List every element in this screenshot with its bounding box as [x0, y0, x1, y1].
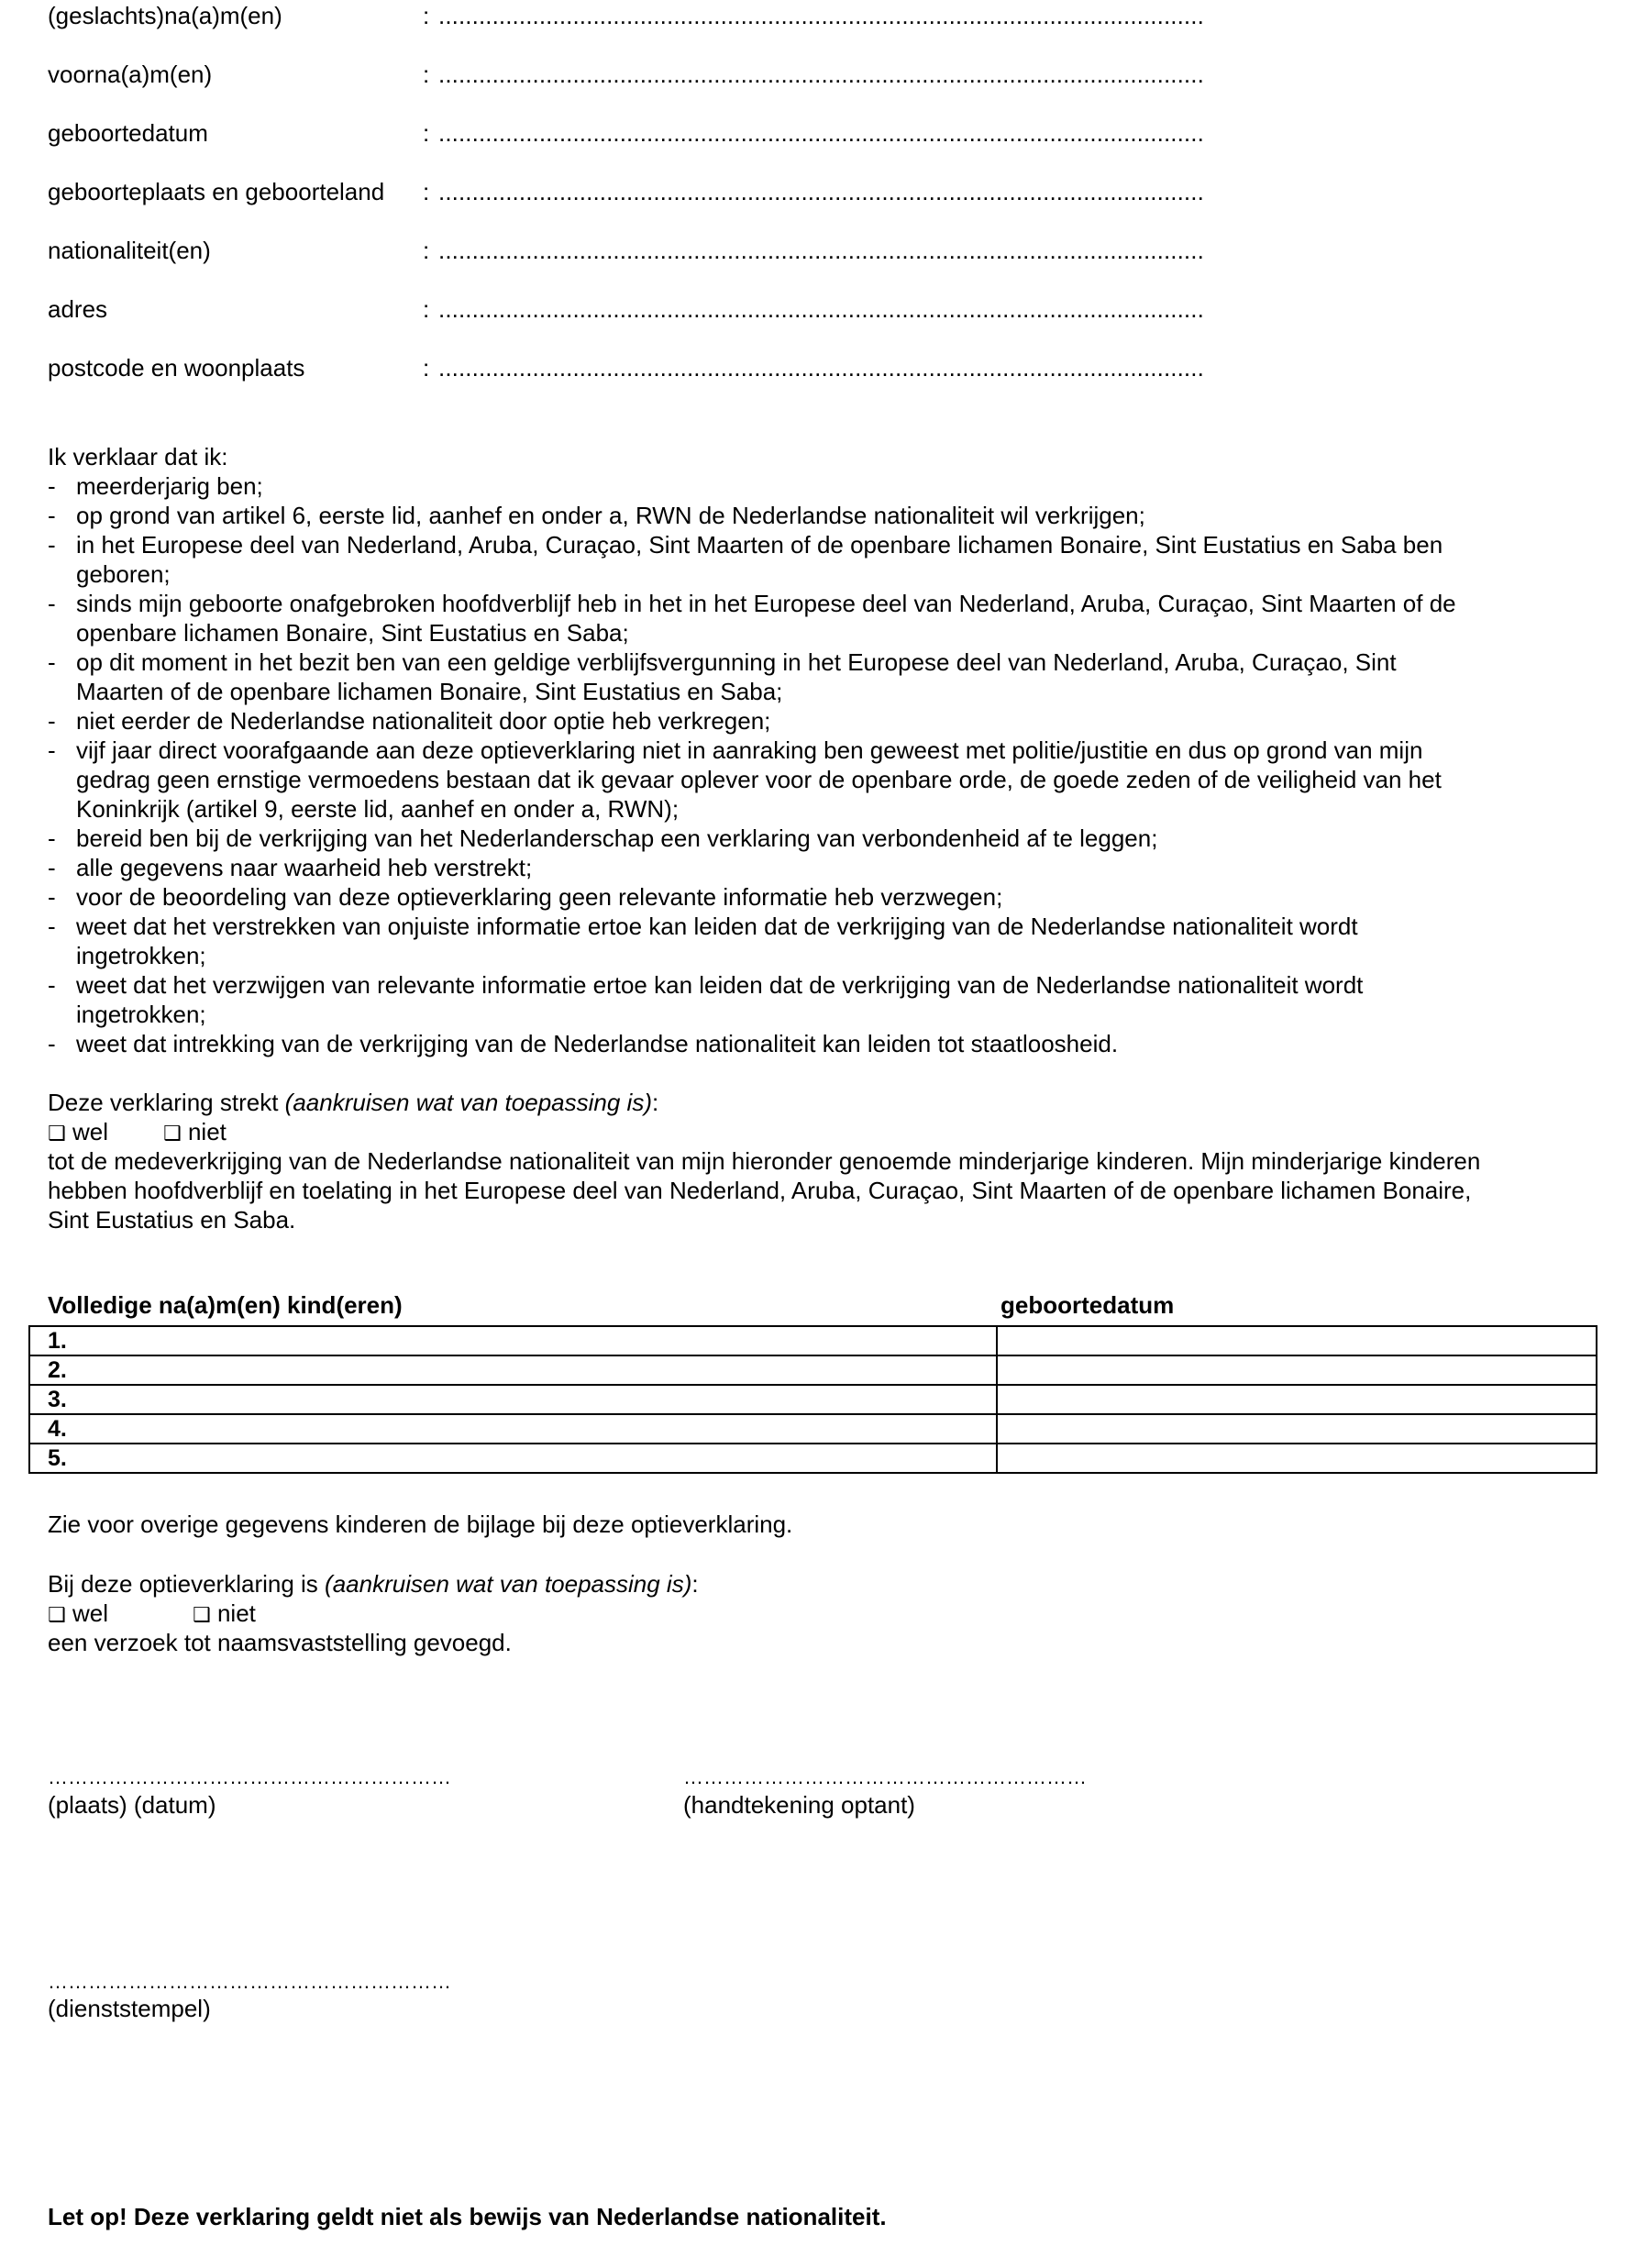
checkbox-name-niet[interactable]: ❑ niet — [193, 1599, 256, 1627]
birthdate-field[interactable]: .................................................................................................................. — [438, 119, 1204, 147]
checkbox-children-wel[interactable]: ❑ wel — [48, 1118, 108, 1145]
bullet-dash: - — [48, 854, 56, 881]
birthplace-field[interactable]: .................................................................................................................. — [438, 178, 1204, 205]
table-header-names: Volledige na(a)m(en) kind(eren) — [48, 1291, 403, 1319]
child-birthdate-cell[interactable] — [997, 1326, 1597, 1355]
child-birthdate-cell[interactable] — [997, 1444, 1597, 1473]
declaration-item: vijf jaar direct voorafgaande aan deze optieverklaring niet in aanraking ben geweest met politie/justitie en dus op grond van mijn — [76, 736, 1423, 764]
table-row — [29, 1385, 1597, 1414]
table-header-birthdate: geboortedatum — [1000, 1291, 1175, 1319]
child-name-cell[interactable]: 1. — [29, 1326, 997, 1355]
field-label-given-names: voorna(a)m(en) — [48, 61, 213, 88]
table-row — [29, 1414, 1597, 1444]
address-field[interactable]: .................................................................................................................. — [438, 295, 1204, 323]
bullet-dash: - — [48, 590, 56, 617]
field-label-postcode-city: postcode en woonplaats — [48, 354, 305, 382]
field-label-nationality: nationaliteit(en) — [48, 237, 211, 264]
bullet-dash: - — [48, 736, 56, 764]
declaration-item-cont: Maarten of de openbare lichamen Bonaire, Sint Eustatius en Saba; — [76, 678, 783, 705]
child-birthdate-cell[interactable] — [997, 1414, 1597, 1444]
table-row — [29, 1326, 1597, 1355]
checkbox-icon: ❑ — [48, 1604, 66, 1627]
place-date-label: (plaats) (datum) — [48, 1791, 216, 1819]
child-name-cell[interactable]: 4. — [29, 1414, 997, 1444]
checkbox-name-wel[interactable]: ❑ wel — [48, 1599, 108, 1627]
signature-line[interactable]: …………………………………………………… — [683, 1765, 1087, 1788]
declaration-item: op grond van artikel 6, eerste lid, aanhef en onder a, RWN de Nederlandse nationaliteit wil verkrijgen; — [76, 502, 1145, 529]
bullet-dash: - — [48, 971, 56, 999]
declaration-item: weet dat intrekking van de verkrijging van de Nederlandse nationaliteit kan leiden tot staatloosheid. — [76, 1030, 1119, 1057]
declaration-item-cont: ingetrokken; — [76, 942, 206, 969]
declaration-item: weet dat het verstrekken van onjuiste informatie ertoe kan leiden dat de verkrijging van de Nederlandse nationaliteit wordt — [76, 913, 1358, 940]
table-row — [29, 1444, 1597, 1473]
declaration-item-cont: ingetrokken; — [76, 1001, 206, 1028]
bullet-dash: - — [48, 648, 56, 676]
bullet-dash: - — [48, 883, 56, 911]
checkbox-icon: ❑ — [193, 1604, 211, 1627]
child-birthdate-cell[interactable] — [997, 1385, 1597, 1414]
table-row — [29, 1355, 1597, 1385]
bullet-dash: - — [48, 707, 56, 735]
child-name-cell[interactable]: 5. — [29, 1444, 997, 1473]
declaration-item-cont: gedrag geen ernstige vermoedens bestaan dat ik gevaar oplever voor de openbare orde, de goede zeden of de veiligheid van het — [76, 766, 1442, 793]
field-colon: : — [423, 119, 430, 147]
declaration-item-cont: openbare lichamen Bonaire, Sint Eustatius en Saba; — [76, 619, 629, 647]
field-colon: : — [423, 295, 430, 323]
field-label-address: adres — [48, 295, 108, 323]
declaration-item: sinds mijn geboorte onafgebroken hoofdverblijf heb in het in het Europese deel van Nederland, Aruba, Curaçao, Sint Maarten of de — [76, 590, 1456, 617]
annex-note: Zie voor overige gegevens kinderen de bijlage bij deze optieverklaring. — [48, 1510, 793, 1538]
checkbox-icon: ❑ — [48, 1123, 66, 1145]
stamp-line[interactable]: …………………………………………………… — [48, 1970, 451, 1993]
name-choice-hint: (aankruisen wat van toepassing is) — [325, 1570, 692, 1598]
checkbox-icon: ❑ — [163, 1123, 182, 1145]
checkbox-children-niet[interactable]: ❑ niet — [163, 1118, 227, 1145]
children-choice-hint: (aankruisen wat van toepassing is) — [284, 1089, 652, 1116]
field-colon: : — [423, 2, 430, 29]
children-table — [28, 1325, 1597, 1474]
declaration-item-cont: geboren; — [76, 560, 171, 588]
declaration-intro: Ik verklaar dat ik: — [48, 443, 228, 470]
declaration-item: meerderjarig ben; — [76, 472, 263, 500]
children-paragraph-line: Sint Eustatius en Saba. — [48, 1206, 296, 1234]
declaration-item: op dit moment in het bezit ben van een geldige verblijfsvergunning in het Europese deel van Nederland, Aruba, Curaçao, Sint — [76, 648, 1397, 676]
field-label-birthdate: geboortedatum — [48, 119, 208, 147]
bullet-dash: - — [48, 824, 56, 852]
postcode-city-field[interactable]: .................................................................................................................. — [438, 354, 1204, 382]
disclaimer: Let op! Deze verklaring geldt niet als bewijs van Nederlandse nationaliteit. — [48, 2203, 887, 2230]
nationality-field[interactable]: .................................................................................................................. — [438, 237, 1204, 264]
declaration-item: niet eerder de Nederlandse nationaliteit door optie heb verkregen; — [76, 707, 771, 735]
declaration-item: bereid ben bij de verkrijging van het Nederlanderschap een verklaring van verbondenheid af te leggen; — [76, 824, 1158, 852]
place-date-line[interactable]: …………………………………………………… — [48, 1765, 451, 1788]
field-label-birthplace: geboorteplaats en geboorteland — [48, 178, 385, 205]
declaration-item: voor de beoordeling van deze optieverklaring geen relevante informatie heb verzwegen; — [76, 883, 1003, 911]
bullet-dash: - — [48, 1030, 56, 1057]
child-name-cell[interactable]: 3. — [29, 1385, 997, 1414]
declaration-item: alle gegevens naar waarheid heb verstrekt; — [76, 854, 533, 881]
children-paragraph-line: hebben hoofdverblijf en toelating in het Europese deel van Nederland, Aruba, Curaçao, Sint Maarten of de openbare lichamen Bonaire, — [48, 1177, 1472, 1204]
bullet-dash: - — [48, 472, 56, 500]
children-choice-prompt: Deze verklaring strekt (aankruisen wat van toepassing is): — [48, 1089, 659, 1116]
children-paragraph-line: tot de medeverkrijging van de Nederlandse nationaliteit van mijn hieronder genoemde minderjarige kinderen. Mijn minderjarige kinderen — [48, 1147, 1481, 1175]
declaration-item: weet dat het verzwijgen van relevante informatie ertoe kan leiden dat de verkrijging van de Nederlandse nationaliteit wordt — [76, 971, 1364, 999]
field-colon: : — [423, 61, 430, 88]
signature-label: (handtekening optant) — [683, 1791, 915, 1819]
name-choice-prompt: Bij deze optieverklaring is (aankruisen wat van toepassing is): — [48, 1570, 699, 1598]
bullet-dash: - — [48, 531, 56, 559]
field-colon: : — [423, 178, 430, 205]
field-colon: : — [423, 237, 430, 264]
bullet-dash: - — [48, 502, 56, 529]
declaration-item: in het Europese deel van Nederland, Aruba, Curaçao, Sint Maarten of de openbare lichamen Bonaire, Sint Eustatius en Saba ben — [76, 531, 1443, 559]
child-birthdate-cell[interactable] — [997, 1355, 1597, 1385]
surname-field[interactable]: .................................................................................................................. — [438, 2, 1204, 29]
stamp-label: (dienststempel) — [48, 1995, 211, 2022]
field-colon: : — [423, 354, 430, 382]
field-label-surname: (geslachts)na(a)m(en) — [48, 2, 282, 29]
given-names-field[interactable]: .................................................................................................................. — [438, 61, 1204, 88]
name-choice-tail: een verzoek tot naamsvaststelling gevoegd. — [48, 1629, 512, 1656]
declaration-item-cont: Koninkrijk (artikel 9, eerste lid, aanhef en onder a, RWN); — [76, 795, 680, 823]
bullet-dash: - — [48, 913, 56, 940]
child-name-cell[interactable]: 2. — [29, 1355, 997, 1385]
